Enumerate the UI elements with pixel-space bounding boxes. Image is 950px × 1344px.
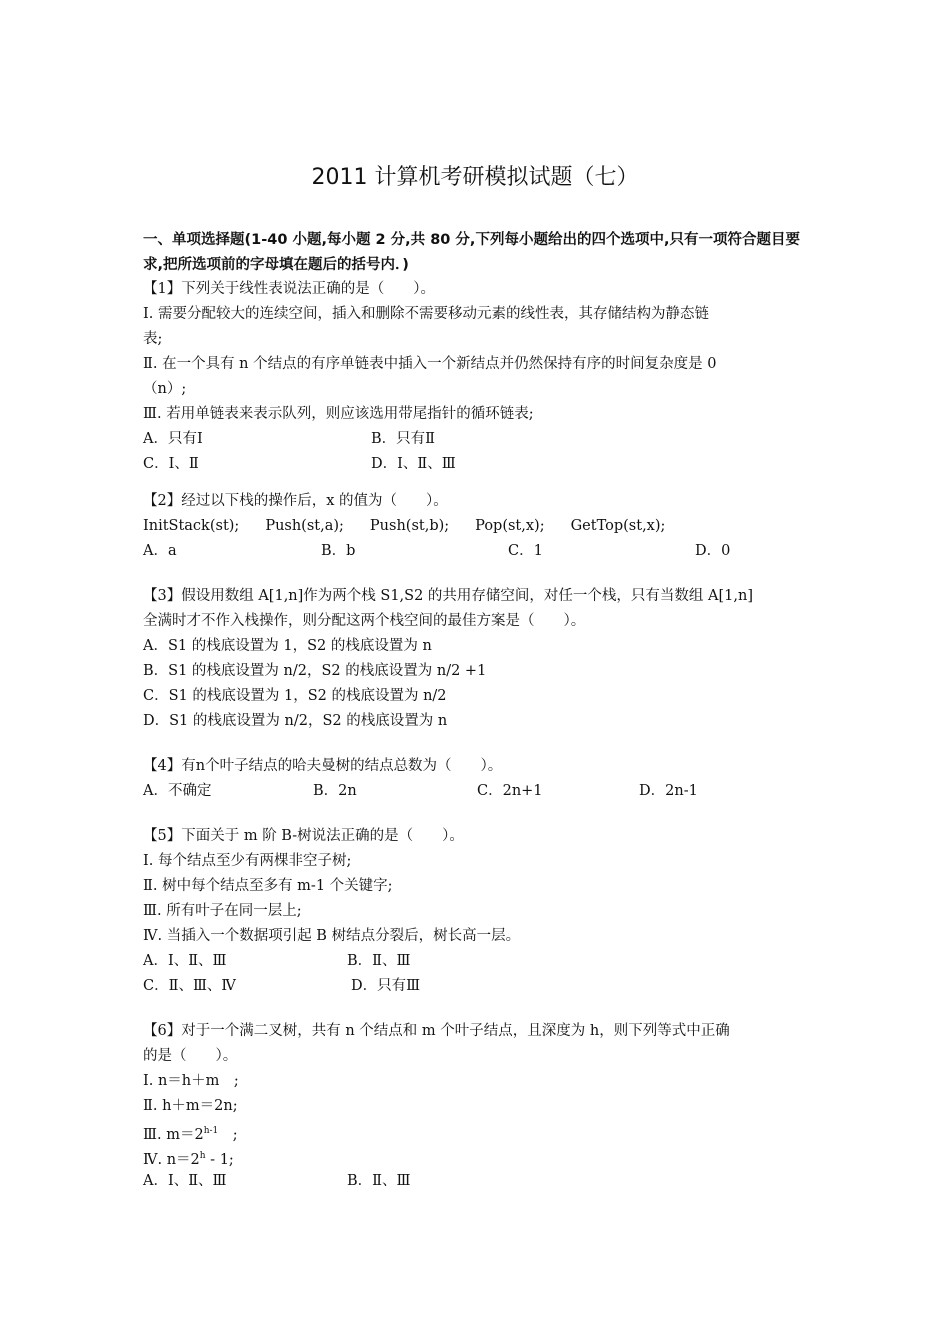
code-token: GetTop(st,x); [570,518,666,534]
question-3 [143,584,813,734]
option-d: D．0 [695,543,731,559]
question-1 [143,277,813,477]
statement-2: Ⅱ. 树中每个结点至多有 m-1 个关键字; [143,878,393,894]
options-row [143,539,813,564]
option-a: A．a [143,543,177,559]
options-row [143,427,813,452]
statement-1: Ⅰ. n＝h＋m ; [143,1073,239,1089]
statement-2: Ⅱ. h＋m＝2n; [143,1098,238,1114]
question-4 [143,754,813,804]
options-row [143,1169,813,1194]
option-b: B．2n [313,783,357,799]
question-stem: 【5】下面关于 m 阶 B-树说法正确的是（ ）。 [143,828,464,844]
question-stem-cont: 全满时才不作入栈操作，则分配这两个栈空间的最佳方案是（ ）。 [143,613,586,629]
option-d: D．Ⅰ、Ⅱ、Ⅲ [371,456,456,472]
statement-1: Ⅰ. 每个结点至少有两棵非空子树; [143,853,352,869]
options-row [143,779,813,804]
statement-3 [143,1119,813,1144]
exponent: h [199,1151,206,1161]
code-line [143,514,813,539]
option-c: C．Ⅰ、Ⅱ [143,456,199,472]
code-token: Push(st,a); [265,518,344,534]
option-a: A．Ⅰ、Ⅱ、Ⅲ [143,1173,227,1189]
formula-text: - 1; [205,1151,234,1168]
question-list [143,277,813,1194]
option-d: D．S1 的栈底设置为 n/2，S2 的栈底设置为 n [143,713,448,729]
statement-4: Ⅳ. 当插入一个数据项引起 B 树结点分裂后，树长高一层。 [143,928,521,944]
statement-2: Ⅱ. 在一个具有 n 个结点的有序单链表中插入一个新结点并仍然保持有序的时间复杂度是 0 [143,356,717,372]
question-stem: 【3】假设用数组 A[1,n]作为两个栈 S1,S2 的共用存储空间，对任一个栈，只有当数组 A[1,n] [143,588,754,604]
option-a: A．只有Ⅰ [143,431,203,447]
option-b: B．Ⅱ、Ⅲ [347,953,411,969]
option-b: B．S1 的栈底设置为 n/2，S2 的栈底设置为 n/2 +1 [143,663,487,679]
option-b: B．b [321,543,356,559]
question-stem: 【2】经过以下栈的操作后，x 的值为（ ）。 [143,493,448,509]
option-c: C．S1 的栈底设置为 1，S2 的栈底设置为 n/2 [143,688,447,704]
question-stem-cont: 的是（ ）。 [143,1048,238,1064]
options-row [143,974,813,999]
option-d: D．只有Ⅲ [351,978,421,994]
formula-text: ; [218,1126,238,1143]
question-5 [143,824,813,999]
statement-4 [143,1144,813,1169]
option-c: C．1 [508,543,543,559]
option-b: B．只有Ⅱ [371,431,436,447]
code-token: Push(st,b); [369,518,450,534]
option-d: D．2n-1 [639,783,698,799]
option-a: A．Ⅰ、Ⅱ、Ⅲ [143,953,227,969]
formula-text: Ⅳ. n＝2 [143,1151,200,1168]
statement-3: Ⅲ. 若用单链表来表示队列，则应该选用带尾指针的循环链表; [143,406,534,422]
options-row [143,452,813,477]
option-c: C．2n+1 [477,783,543,799]
statement-1-cont: 表; [143,331,163,347]
question-stem: 【1】下列关于线性表说法正确的是（ ）。 [143,281,435,297]
section-heading: 一、单项选择题(1-40 小题,每小题 2 分,共 80 分,下列每小题给出的四个选项中,只有一项符合题目要求,把所选项前的字母填在题后的括号内．) [143,232,800,273]
code-token: InitStack(st); [143,518,240,534]
question-6 [143,1019,813,1194]
option-a: A．不确定 [143,783,212,799]
option-c: C．Ⅱ、Ⅲ、Ⅳ [143,978,236,994]
option-b: B．Ⅱ、Ⅲ [347,1173,411,1189]
options-row [143,949,813,974]
question-stem: 【4】有n个叶子结点的哈夫曼树的结点总数为（ ）。 [143,758,503,774]
code-token: Pop(st,x); [475,518,545,534]
statement-1: Ⅰ. 需要分配较大的连续空间，插入和删除不需要移动元素的线性表，其存储结构为静态链 [143,306,709,322]
exponent: h-1 [203,1126,219,1136]
question-2 [143,489,813,564]
formula-text: Ⅲ. m＝2 [143,1126,204,1143]
question-stem: 【6】对于一个满二叉树，共有 n 个结点和 m 个叶子结点，且深度为 h，则下列等式中正确 [143,1023,730,1039]
statement-2-cont: （n）; [143,381,187,397]
option-a: A．S1 的栈底设置为 1，S2 的栈底设置为 n [143,638,432,654]
page-title: 2011 计算机考研模拟试题（七） [311,165,639,190]
statement-3: Ⅲ. 所有叶子在同一层上; [143,903,302,919]
